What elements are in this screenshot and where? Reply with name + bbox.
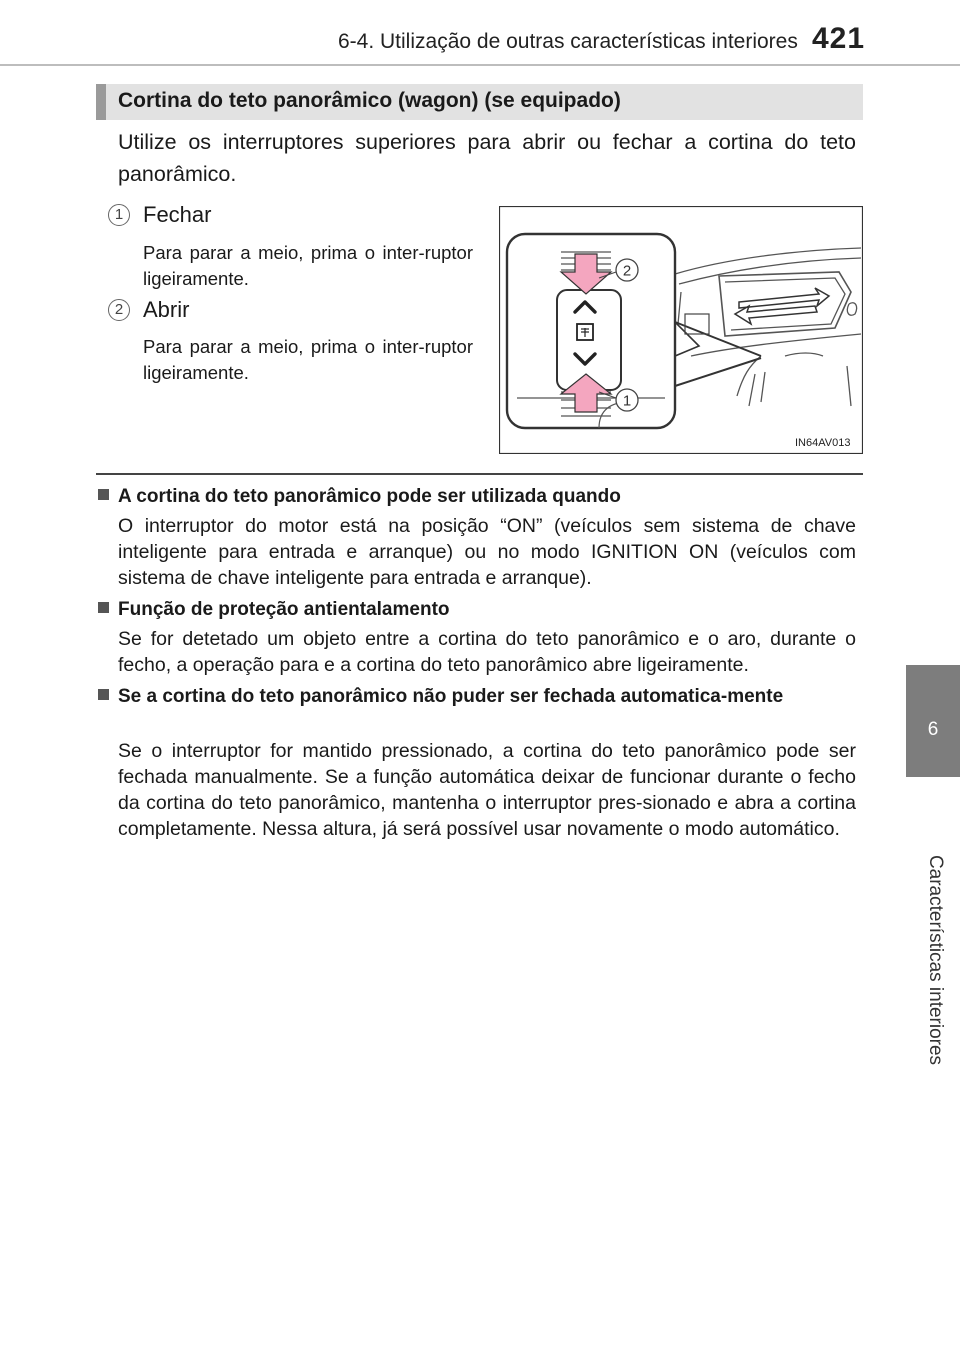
chapter-side-label: Características interiores: [925, 854, 946, 1066]
note-3-heading-text: Se a cortina do teto panorâmico não puder ser fechada automatica-mente: [118, 686, 784, 707]
callout-1: 1: [622, 392, 632, 410]
section-heading-bar: [96, 84, 863, 120]
callout-2: 2: [622, 262, 632, 280]
square-bullet-icon: [98, 689, 109, 700]
section-title: Cortina do teto panorâmico (wagon) (se equipado): [118, 89, 621, 112]
note-3-body: Se o interruptor for mantido pressionado, a cortina do teto panorâmico pode ser fechada manualmente. Se a função automática deixar de funcionar durante o fecho da cortina do teto panorâmico, mantenha o interruptor pres-sionado e abra a cortina completamente. Nessa altura, já será possível usar novamente o modo automático.: [118, 740, 856, 840]
note-2-heading: [98, 597, 858, 622]
square-bullet-icon: [98, 602, 109, 613]
chapter-tab-number: 6: [927, 719, 939, 740]
header-section-title: 6-4. Utilização de outras características interiores: [338, 30, 798, 53]
step-2-number: 2: [108, 299, 130, 321]
square-bullet-icon: [98, 489, 109, 500]
step-2-description: Para parar a meio, prima o inter-ruptor ligeiramente.: [143, 336, 473, 383]
section-end-rule: [96, 473, 863, 475]
page-number: 421: [812, 22, 866, 55]
chapter-tab: [906, 665, 960, 777]
note-2-body: Se for detetado um objeto entre a cortina do teto panorâmico e o aro, durante o fecho, a operação para e a cortina do teto panorâmico abre ligeiramente.: [118, 628, 856, 676]
note-1-heading: [98, 484, 858, 509]
note-1-heading-text: A cortina do teto panorâmico pode ser utilizada quando: [118, 486, 621, 507]
note-2-heading-text: Função de proteção antientalamento: [118, 599, 450, 620]
step-1-label: Fechar: [143, 202, 212, 227]
note-1-body: O interruptor do motor está na posição “ON” (veículos sem sistema de chave inteligente para entrada e arranque) ou no modo IGNITION ON (veículos com sistema de chave inteligente para entrada e arranque).: [118, 515, 856, 589]
step-2-label: Abrir: [143, 297, 190, 322]
header-rule: [0, 64, 960, 66]
figure-code: IN64AV013: [795, 437, 851, 449]
switch-illustration: [499, 206, 863, 454]
step-1-number: 1: [108, 204, 130, 226]
note-3-heading: [98, 684, 858, 709]
step-1-description: Para parar a meio, prima o inter-ruptor ligeiramente.: [143, 242, 473, 289]
section-intro: Utilize os interruptores superiores para abrir ou fechar a cortina do teto panorâmico.: [118, 130, 856, 186]
